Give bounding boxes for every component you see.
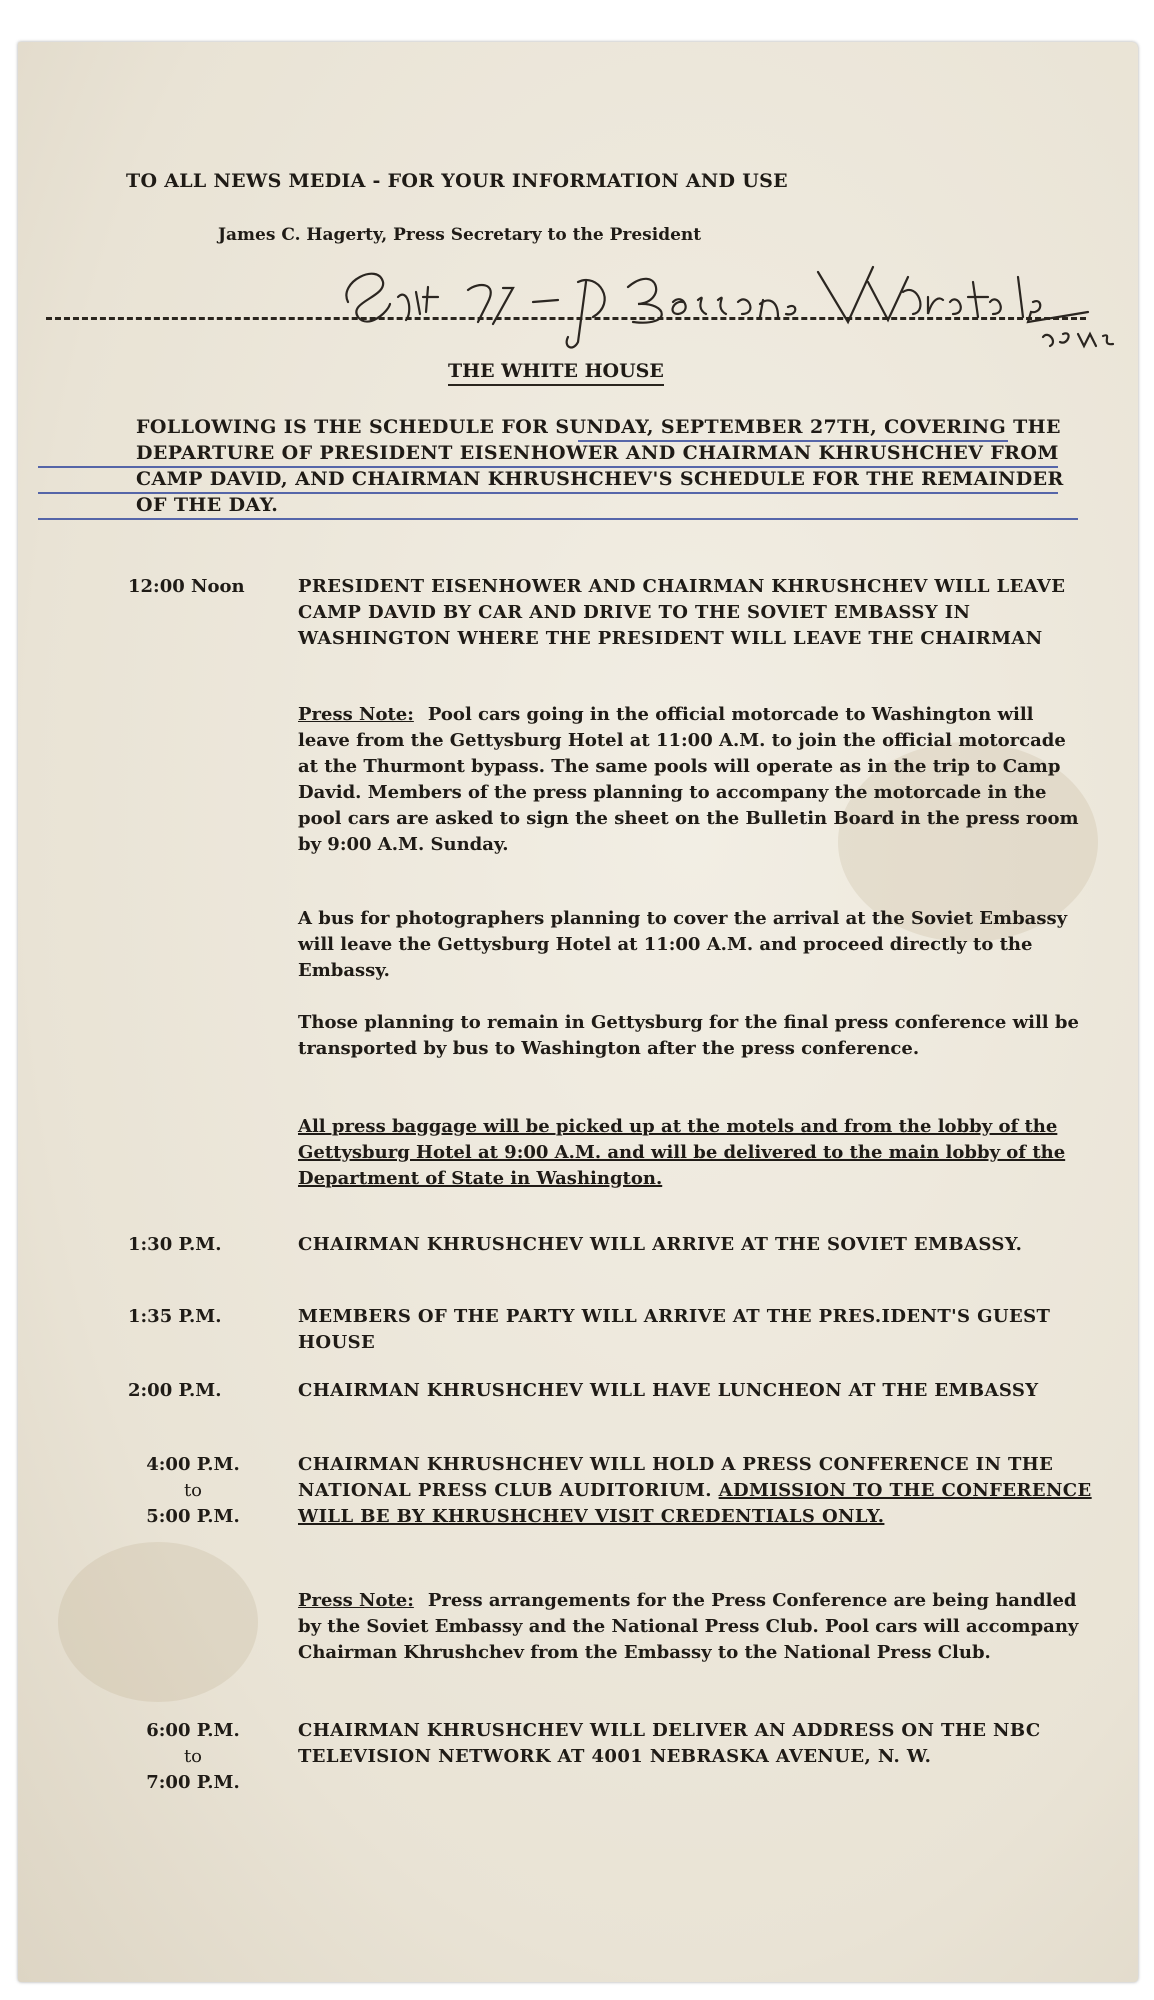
entry-time-end: 5:00 P.M. [146, 1506, 240, 1527]
paper-stain [58, 1542, 258, 1702]
entry-event: CHAIRMAN KHRUSHCHEV WILL ARRIVE AT THE SOVIET EMBASSY. [298, 1234, 1023, 1255]
baggage-note: All press baggage will be picked up at the motels and from the lobby of the Gettysburg Hotel at 9:00 A.M. and will be delivered to the main lobby of the Department of State in Washington. [298, 1116, 1066, 1189]
entry-time: 12:00 Noon [128, 576, 245, 597]
entry-event [298, 1452, 1098, 1530]
press-secretary-line: James C. Hagerty, Press Secretary to the President [218, 225, 702, 245]
document-page [18, 42, 1138, 1982]
handwritten-signature [328, 242, 1128, 362]
dashed-separator [46, 317, 1086, 320]
pen-underline [38, 492, 1058, 494]
remain-note: Those planning to remain in Gettysburg for the final press conference will be transported by bus to Washington after the press conference. [298, 1012, 1079, 1059]
entry-time-end: 7:00 P.M. [146, 1772, 240, 1793]
schedule-intro: FOLLOWING IS THE SCHEDULE FOR SUNDAY, SEPTEMBER 27TH, COVERING THE DEPARTURE OF PRESIDENT EISENHOWER AND CHAIRMAN KHRUSHCHEV FROM CAMP DAVID, AND CHAIRMAN KHRUSHCHEV'S SCHEDULE FOR THE REMAINDER OF THE DAY. [136, 416, 1064, 516]
bus-note: A bus for photographers planning to cover the arrival at the Soviet Embassy will leave the Gettysburg Hotel at 11:00 A.M. and proceed directly to the Embassy. [298, 908, 1068, 981]
entry-event-emphasis: ADMISSION TO THE CONFERENCE WILL BE BY KHRUSHCHEV VISIT CREDENTIALS ONLY. [298, 1480, 1092, 1527]
handwriting-drawing [328, 242, 1128, 362]
entry-time: 2:00 P.M. [128, 1380, 222, 1401]
pen-underline [38, 518, 1078, 520]
press-note-label: Press Note: [298, 1590, 414, 1611]
pen-underline [578, 440, 1008, 442]
entry-time-to: to [183, 1480, 203, 1501]
entry-time-start: 6:00 P.M. [146, 1720, 240, 1741]
entry-time: 1:35 P.M. [128, 1306, 222, 1327]
entry-event-text: CHAIRMAN KHRUSHCHEV WILL HOLD A PRESS CONFERENCE IN THE NATIONAL PRESS CLUB AUDITORIUM. [298, 1454, 1054, 1501]
press-note-text: Press arrangements for the Press Conference are being handled by the Soviet Embassy and the National Press Club. Pool cars will accompany Chairman Khrushchev from the Embassy to the National Press Club. [298, 1590, 1079, 1663]
entry-time-start: 4:00 P.M. [146, 1454, 240, 1475]
entry-event: CHAIRMAN KHRUSHCHEV WILL DELIVER AN ADDRESS ON THE NBC TELEVISION NETWORK AT 4001 NEBRASKA AVENUE, N. W. [298, 1720, 1041, 1767]
press-note-text: Pool cars going in the official motorcade to Washington will leave from the Gettysburg Hotel at 11:00 A.M. to join the official motorcade at the Thurmont bypass. The same pools will operate as in the trip to Camp David. Members of the press planning to accompany the motorcade in the pool cars are asked to sign the sheet on the Bulletin Board in the press room by 9:00 A.M. Sunday. [298, 704, 1079, 855]
pen-underline [38, 466, 1058, 468]
distribution-line: TO ALL NEWS MEDIA - FOR YOUR INFORMATION AND USE [126, 170, 788, 192]
press-note-motorcade [298, 702, 1088, 858]
press-note-label: Press Note: [298, 704, 414, 725]
entry-time-to: to [183, 1746, 203, 1767]
press-note-conference [298, 1588, 1088, 1666]
entry-event: PRESIDENT EISENHOWER AND CHAIRMAN KHRUSHCHEV WILL LEAVE CAMP DAVID BY CAR AND DRIVE TO THE SOVIET EMBASSY IN WASHINGTON WHERE THE PRESIDENT WILL LEAVE THE CHAIRMAN [298, 576, 1066, 649]
entry-time: 1:30 P.M. [128, 1234, 222, 1255]
document-title: THE WHITE HOUSE [448, 360, 664, 386]
entry-event: CHAIRMAN KHRUSHCHEV WILL HAVE LUNCHEON AT THE EMBASSY [298, 1380, 1039, 1401]
entry-event: MEMBERS OF THE PARTY WILL ARRIVE AT THE PRES.IDENT'S GUEST HOUSE [298, 1306, 1051, 1353]
